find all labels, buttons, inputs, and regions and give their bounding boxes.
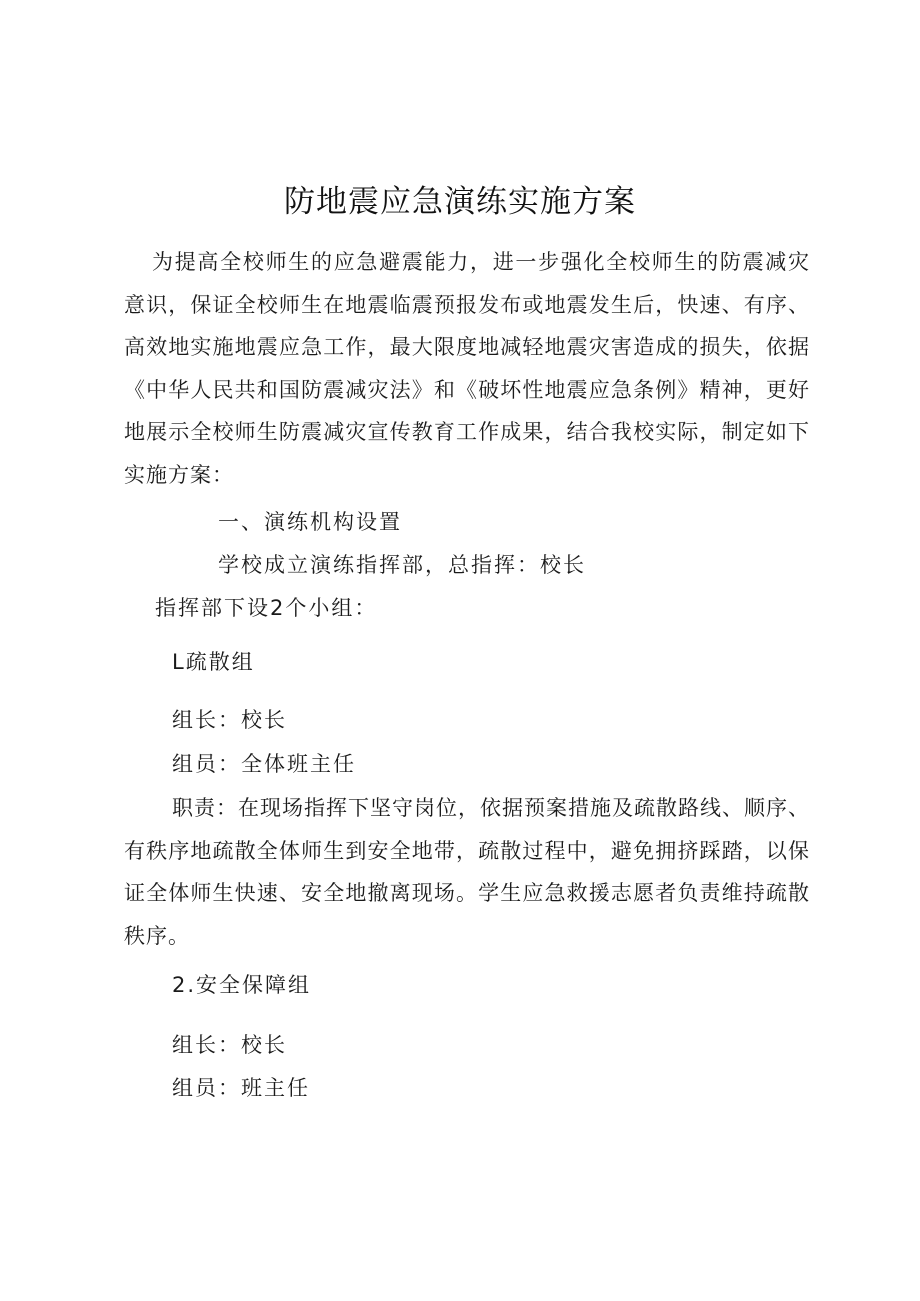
intro-paragraph: 为提高全校师生的应急避震能力，进一步强化全校师生的防震减灾意识，保证全校师生在地震临震预报发布或地震发生后，快速、有序、高效地实施地震应急工作，最大限度地减轻地震灾害造成的损失，依据《中华人民共和国防震减灾法》和《破坏性地震应急条例》精神，更好地展示全校师生防震减灾宣传教育工作成果，结合我校实际，制定如下实施方案： [124, 250, 810, 487]
group2-name: 2.安全保障组 [172, 973, 312, 997]
group1-duty-paragraph: 职责：在现场指挥下坚守岗位，依据预案措施及疏散路线、顺序、有秩序地疏散全体师生到安全地带，疏散过程中，避免拥挤踩踏，以保证全体师生快速、安全地撤离现场。学生应急救援志愿者负责维持疏散秩序。 [124, 796, 810, 948]
group2-members: 组员：班主任 [172, 1076, 310, 1100]
group2-leader: 组长：校长 [172, 1033, 287, 1057]
command-line: 学校成立演练指挥部，总指挥：校长 [218, 553, 586, 577]
document-title: 防地震应急演练实施方案 [284, 184, 636, 220]
section-heading-organization: 一、演练机构设置 [218, 510, 402, 534]
group1-leader: 组长：校长 [172, 708, 287, 732]
group1-name: L疏散组 [172, 650, 255, 674]
group1-members: 组员：全体班主任 [172, 752, 356, 776]
subgroups-line: 指挥部下设2个小组： [155, 596, 378, 620]
